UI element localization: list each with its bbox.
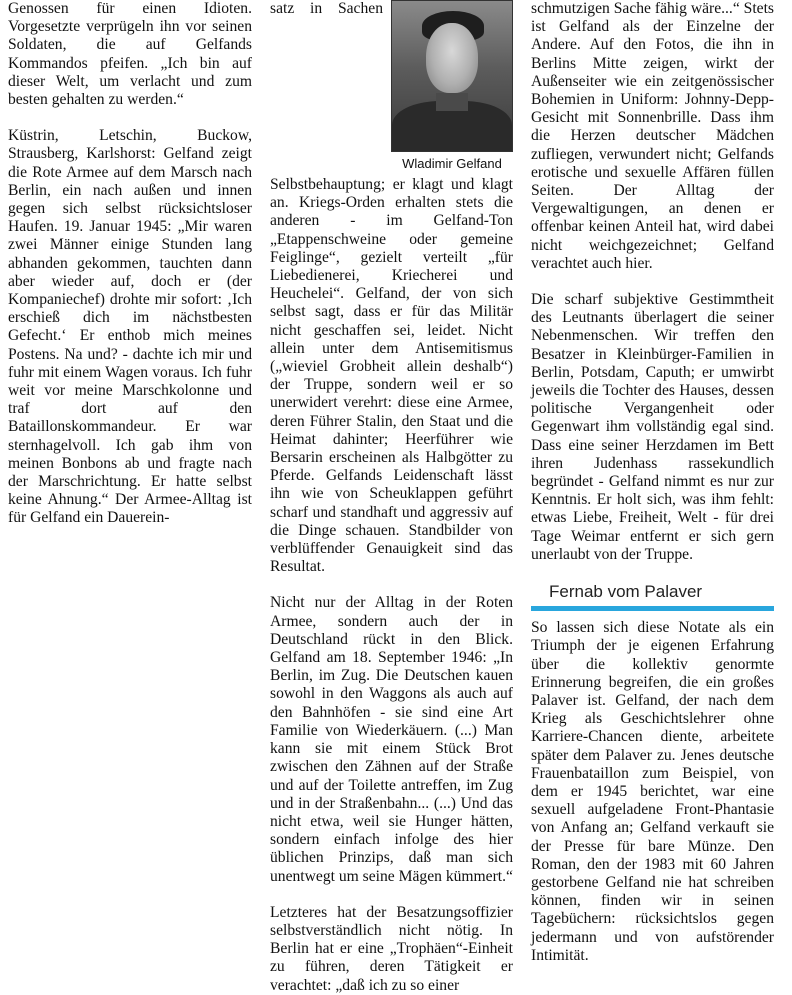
paragraph-text: satz in Sachen Selbstbehauptung; er klagt und klagt an. Kriegs-Orden erhalten stets die anderen - im Gelfand-Ton „Etappenschweine oder gemeine Feiglinge“, gezielt verteilt „für Liebedienerei, Kriecherei und Heuchelei“. Gelfand, der von sich selbst sagt, dass er für das Militär nicht geschaffen sei, leidet. Nicht allein unter dem Antisemitismus („wieviel Grobheit allein deshalb“) der Truppe, sondern weil er so unerwidert verehrt: diese eine Armee, deren Führer Stalin, den Staat und die Heimat dahinter; Heerführer wie Bersarin erscheinen als Halbgötter zu Pferde. Gelfands Leidenschaft lässt ihn wie von Scheuklappen geführt scharf und standhaft und aggressiv auf die Dinge schauen. Standbilder von verblüffender Genauigkeit sind das Resultat. (270, 0, 513, 576)
photo-caption: Wladimir Gelfand (402, 156, 502, 171)
paragraph (270, 0, 513, 576)
portrait-figure (391, 0, 513, 172)
paragraph: Genossen für einen Idioten. Vorgesetzte verprügeln ihn vor seinen Soldaten, die auf Gelfands Kommandos pfeifen. „Ich bin auf dieser Welt, um verlacht und zum besten gehalten zu werden.“ (8, 0, 252, 109)
paragraph: Küstrin, Letschin, Buckow, Strausberg, Karlshorst: Gelfand zeigt die Rote Armee auf dem Marsch nach Berlin, ein nach außen und innen gegen sich selbst rücksichtsloser Haufen. 19. Januar 1945: „Mir waren zwei Männer einige Stunden lang abhanden gekommen, tauchten dann aber wieder auf, doch er (der Kompaniechef) drohte mir sofort: ‚Ich erschieß dich im nächstbesten Gefecht.‘ Er enthob mich meines Postens. Na und? - dachte ich mir und fuhr mit einem Wagen voraus. Ich fuhr weit vor meine Marschkolonne und traf dort auf den Bataillonskommandeur. Er war sternhagelvoll. Ich gab ihm von meinen Bonbons ab und fragte nach der Marschrichtung. Er hatte selbst keine Ahnung.“ Der Armee-Alltag ist für Gelfand ein Dauerein- (8, 127, 252, 527)
article-column-2 (270, 0, 513, 995)
paragraph: Die scharf subjektive Gestimmtheit des Leutnants überlagert die seiner Nebenmenschen. Wir treffen den Besatzer in Kleinbürger-Familien in Berlin, Potsdam, Caputh; er umwirbt jeweils die Tochter des Hauses, dessen politische Vergangenheit oder Gegenwart ihm vollständig egal sind. Dass eine seiner Herzdamen im Bett ihren Judenhass rassekundlich begründet - Gelfand nimmt es nur zur Kenntnis. Er holt sich, was ihm fehlt: etwas Liebe, Freiheit, Welt - für drei Tage Weimar entfernt er sich gern unerlaubt von der Truppe. (531, 291, 774, 563)
article-column-3 (531, 0, 774, 965)
paragraph: schmutzigen Sache fähig wäre...“ Stets ist Gelfand als der Einzelne der Andere. Auf den Fotos, die ihn in Berlins Mitte zeigen, wirkt der Außenseiter wie ein zeitgenössischer Bohemien in Uniform: Johnny-Depp-Gesicht mit Sonnenbrille. Dass ihm die Herzen deutscher Mädchen zufliegen, verwundert nicht; Gelfands erotische und sexuelle Affären füllen Seiten. Der Alltag der Vergewaltigungen, an denen er offenbar keinen Anteil hat, wird dabei nicht weichgezeichnet; Gelfand verachtet auch hier. (531, 0, 774, 272)
portrait-photo (391, 0, 513, 152)
section-subheading: Fernab vom Palaver (531, 582, 774, 611)
paragraph: Letzteres hat der Besatzungsoffizier selbstverständlich nicht nötig. In Berlin hat er eine „Trophäen“-Einheit zu führen, deren Tätigkeit er verachtet: „daß ich zu so einer (270, 903, 513, 994)
paragraph: So lassen sich diese Notate als ein Triumph der je eigenen Erfahrung über die kollektiv genormte Erinnerung begreifen, die ein großes Palaver ist. Gelfand, der nach dem Krieg als Geschichtslehrer ohne Karriere-Chancen diente, arbeitete später dem Palaver zu. Jenes deutsche Frauenbataillon zum Beispiel, von dem er 1945 berichtet, war eine sexuell aufgeladene Front-Phantasie von Anfang an; Gelfand verkauft sie der Presse für bare Münze. Den Roman, den der 1983 mit 60 Jahren gestorbene Gelfand nie hat schreiben können, finden wir in seinen Tagebüchern: rücksichtslos gegen jedermann und von aufstörender Intimität. (531, 619, 774, 964)
paragraph: Nicht nur der Alltag in der Roten Armee, sondern auch der in Deutschland rückt in den Blick. Gelfand am 18. September 1946: „In Berlin, im Zug. Die Deutschen kauen sowohl in den Waggons als auch auf den Bahnhöfen - sie sind eine Art Familie von Wiederkäuern. (...) Man kann sie mit einem Stück Brot zwischen den Zähnen auf der Straße und auf der Toilette antreffen, im Zug und in der Straßenbahn... (...) Und das nicht etwa, weil sie Hunger hätten, sondern einfach infolge des hier üblichen Prinzips, daß man sich unentwegt um seine Mägen kümmert.“ (270, 594, 513, 885)
article-column-1 (8, 0, 252, 528)
